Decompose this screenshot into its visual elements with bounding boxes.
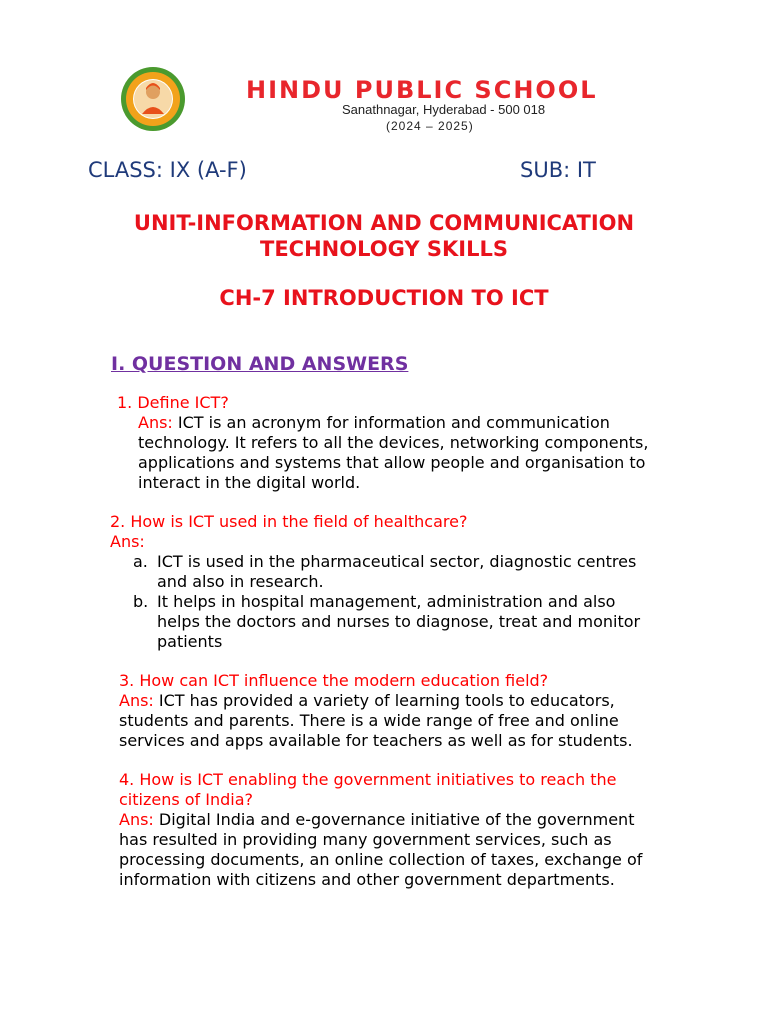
ans-label: Ans: xyxy=(119,810,154,829)
ans-label: Ans: xyxy=(110,532,145,551)
question-4-line-1: 4. How is ICT enabling the government initiatives to reach the xyxy=(119,770,617,789)
list-item-b-line-3: patients xyxy=(157,632,223,651)
answer-3-line-2: students and parents. There is a wide range of free and online xyxy=(119,711,619,730)
list-item-marker: b. xyxy=(133,592,149,611)
list-item-a-line-1: ICT is used in the pharmaceutical sector, diagnostic centres xyxy=(157,552,637,571)
academic-year: (2024 – 2025) xyxy=(386,119,474,133)
list-item-a-line-2: and also in research. xyxy=(157,572,324,591)
question-2: 2. How is ICT used in the field of healthcare? xyxy=(110,512,468,531)
answer-3-line-3: services and apps available for teachers as well as for students. xyxy=(119,731,633,750)
school-header xyxy=(120,66,680,138)
school-name: HINDU PUBLIC SCHOOL xyxy=(246,76,598,104)
answer-4-line-2: has resulted in providing many government services, such as xyxy=(119,830,612,849)
answer-text: Digital India and e-governance initiative of the government xyxy=(158,810,635,829)
answer-1-line-2: technology. It refers to all the devices, networking components, xyxy=(138,433,649,452)
question-4-line-2: citizens of India? xyxy=(119,790,254,809)
answer-3-line-1 xyxy=(119,691,615,711)
list-item-b-line-1: It helps in hospital management, administration and also xyxy=(157,592,616,611)
unit-title xyxy=(0,210,768,262)
class-label: CLASS: IX (A-F) xyxy=(88,158,247,182)
section-heading: I. QUESTION AND ANSWERS xyxy=(111,353,409,375)
answer-4-line-1 xyxy=(119,810,634,830)
unit-title-line-1: UNIT-INFORMATION AND COMMUNICATION xyxy=(133,211,635,235)
subject-label: SUB: IT xyxy=(520,158,596,182)
list-item-b-line-2: helps the doctors and nurses to diagnose, treat and monitor xyxy=(157,612,641,631)
answer-1-line-4: interact in the digital world. xyxy=(138,473,361,492)
chapter-title: CH-7 INTRODUCTION TO ICT xyxy=(219,286,549,310)
unit-title-line-2: TECHNOLOGY SKILLS xyxy=(260,237,508,261)
ans-label: Ans: xyxy=(138,413,173,432)
answer-1-line-1 xyxy=(138,413,610,433)
answer-4-line-4: information with citizens and other government departments. xyxy=(119,870,615,889)
question-3: 3. How can ICT influence the modern education field? xyxy=(119,671,549,690)
answer-4-line-3: processing documents, an online collection of taxes, exchange of xyxy=(119,850,643,869)
ans-label: Ans: xyxy=(119,691,154,710)
answer-1-line-3: applications and systems that allow people and organisation to xyxy=(138,453,646,472)
answer-text: ICT is an acronym for information and communication xyxy=(177,413,610,432)
school-emblem-icon xyxy=(120,66,186,132)
school-address: Sanathnagar, Hyderabad - 500 018 xyxy=(342,102,546,117)
question-1: 1. Define ICT? xyxy=(117,393,229,412)
list-item-marker: a. xyxy=(133,552,148,571)
answer-text: ICT has provided a variety of learning tools to educators, xyxy=(158,691,615,710)
